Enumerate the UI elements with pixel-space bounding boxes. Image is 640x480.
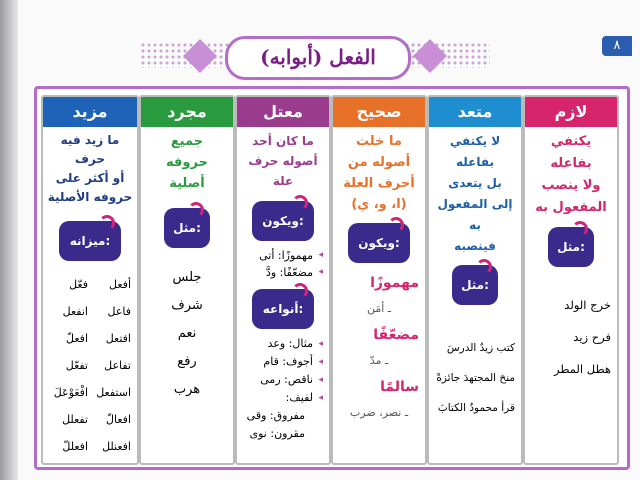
definition-line: (ا، و، ي) [351,197,407,212]
definition-line: أصوله حرف علة [248,154,318,188]
example-list [429,305,521,423]
column-definition [237,127,329,191]
column-mazid [41,95,139,465]
definition-line: حروفه الأصلية [47,190,133,204]
definition-line: ما كان أحد [252,134,314,148]
kind-subitem: مقرون: نوى [249,427,305,440]
definition-line: بفاعله [550,156,592,171]
example-list [141,248,233,404]
example-item: هطل المطر [554,362,611,376]
pattern-item: افعلّ [66,332,88,345]
kind-item: ◂ ناقص: رمى [243,371,323,389]
pattern-item: افعالّ [106,413,131,426]
column-header: لازم [525,97,617,127]
column-header: مزيد [43,97,137,127]
page-title: الفعل (أبوابه) [225,36,411,80]
example-item: رفع [177,354,197,369]
column-definition [43,127,137,207]
example-item: فرح زيد [573,330,611,344]
definition-line: المفعول به [535,200,607,215]
pattern-badge: ميزانه: [59,221,121,261]
definition-line: ما زيد فيه حرف [60,133,120,166]
page-number: ٨ [602,36,632,56]
pattern-item: تفعّل [65,359,88,372]
kinds-list [237,241,329,281]
page-binding-shadow [0,0,18,480]
kind-item: ◂ مهموزًا: أتى [243,247,323,264]
example-list [525,267,617,385]
example-item: كتب زيدٌ الدرسَ [446,342,515,354]
column-definition [333,127,425,215]
example-badge: مثل: [164,208,210,248]
example-item: خرج الولد [564,298,611,312]
verb-types-table [34,86,630,470]
definition-line: لا يكتفي بفاعله [449,134,501,169]
kinds-list [333,263,425,425]
pattern-item: افعللّ [62,440,88,453]
definition-line: أصلية [169,176,205,191]
title-banner [150,30,480,82]
definition-line: إلى المفعول به [437,197,513,232]
pattern-item: تفعلل [62,413,88,426]
definition-line: أصوله من [347,155,411,170]
kind-name: سالمًا [380,379,419,395]
definition-line: أو أكثر على [55,171,125,185]
kinds-badge: ويكون: [348,223,410,263]
definition-line: بل يتعدى [448,176,502,190]
column-lazim [523,95,619,465]
definition-line: ما خلت [356,134,402,149]
example-badge: مثل: [548,227,594,267]
kind-subitem: مفروق: وقى [246,409,305,422]
example-item: نعم [177,326,197,341]
example-item: منحَ المجتهدَ جائزةً [436,372,515,384]
kind-name: مضعّفًا [373,327,419,343]
column-header: مجرد [141,97,233,127]
example-item: قرأ محمودٌ الكتابَ [437,402,515,414]
pattern-item: افتعل [105,332,131,345]
definition-line: يكتفي [550,134,592,149]
definition-line: فينصبه [454,239,496,253]
definition-line: حروفه [166,155,208,170]
column-definition [525,127,617,219]
column-mutaaddi [427,95,523,465]
kind-example: ـ نصر، ضرب [349,406,409,419]
pattern-item: فعّل [69,278,88,291]
column-header: صحيح [333,97,425,127]
pattern-grid [43,261,137,460]
column-sahih [331,95,427,465]
column-definition [429,127,521,257]
example-item: شرف [171,298,203,313]
column-mutal [235,95,331,465]
kind-example: ـ مدّ [369,354,389,367]
pattern-item: افْعَوْعَلَ [53,386,88,399]
kinds-badge: ويكون: [252,201,314,241]
example-badge: مثل: [452,265,498,305]
pattern-item: افعنلل [102,440,131,453]
column-mujarrad [139,95,235,465]
example-item: جلس [172,270,202,285]
definition-line: أحرف العلة [343,176,415,191]
pattern-item: فاعل [107,305,131,318]
pattern-item: استفعل [96,386,131,399]
kind-name: مهموزًا [370,275,419,291]
pattern-item: انفعل [62,305,88,318]
kind-item: ◂ مضعّفًا: ودَّ [243,264,323,281]
kind-example: ـ أمَن [366,302,392,315]
pattern-item: أفعل [109,278,131,291]
kind-item: ◂ لفيف: [243,389,323,407]
types-badge: أنواعه: [252,289,314,329]
kind-item: ◂ أجوف: قام [243,353,323,371]
definition-line: ولا ينصب [541,178,601,193]
definition-line: جميع [170,134,204,149]
column-header: معتل [237,97,329,127]
column-header: متعد [429,97,521,127]
pattern-item: تفاعل [104,359,131,372]
types-list [237,329,329,443]
example-item: هرب [173,382,201,397]
kind-item: ◂ مثال: وعد [243,335,323,353]
column-definition [141,127,233,194]
